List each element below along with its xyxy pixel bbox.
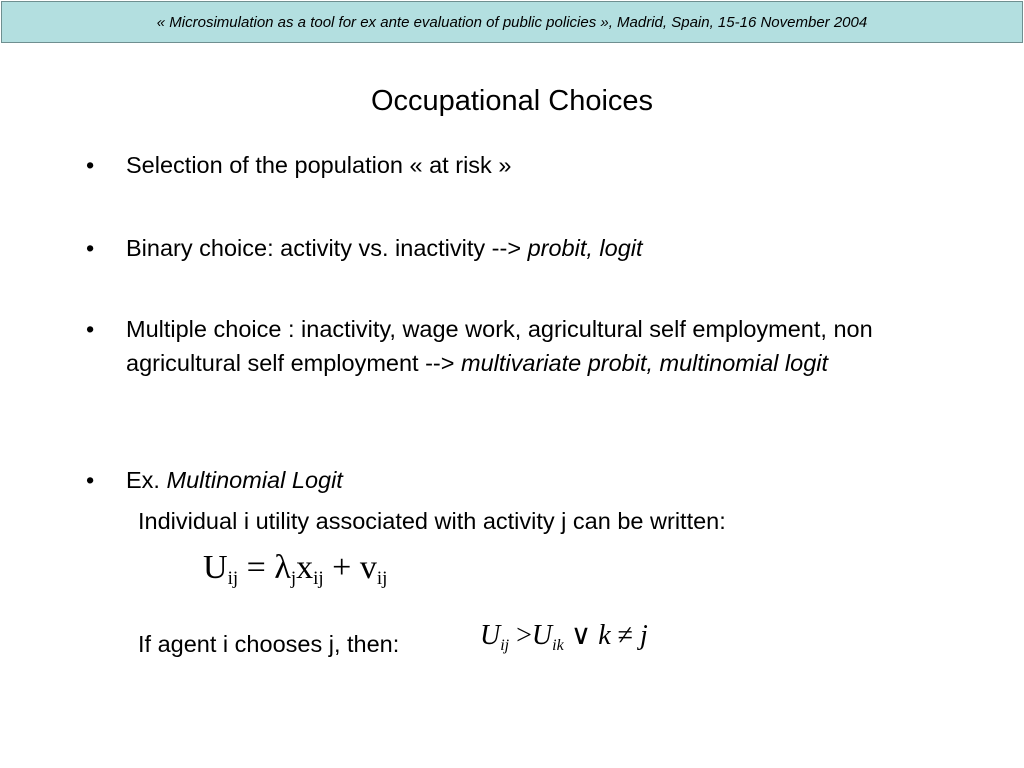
bullet-text-group xyxy=(126,463,926,497)
eq-symbol: U xyxy=(531,620,553,651)
eq-symbol: λ xyxy=(274,549,291,586)
bullet-text-group xyxy=(126,231,926,265)
eq-symbol: + xyxy=(332,549,352,586)
eq-subscript: ij xyxy=(227,568,239,589)
eq-symbol: ≠ xyxy=(617,620,634,651)
bullet-text: Multiple choice : inactivity, wage work, agricultural self employment, non agricultural self employment --> xyxy=(126,316,873,376)
eq-subscript: ij xyxy=(376,568,388,589)
eq-symbol: ∨ xyxy=(570,620,592,651)
eq-subscript: ij xyxy=(313,568,324,589)
bullet-italic-text: multivariate probit, multinomial logit xyxy=(461,350,829,376)
choice-condition-equation xyxy=(480,618,648,664)
bullet-dot: • xyxy=(86,152,95,178)
utility-equation xyxy=(203,548,387,599)
eq-symbol: = xyxy=(246,549,266,586)
eq-symbol: v xyxy=(359,549,377,586)
bullet-text: Binary choice: activity vs. inactivity --> xyxy=(126,235,522,261)
eq-subscript: j xyxy=(290,568,297,589)
conference-banner xyxy=(1,1,1023,43)
bullet-text: Selection of the population « at risk » xyxy=(126,152,512,178)
condition-text: If agent i chooses j, then: xyxy=(138,631,400,657)
eq-subscript: ik xyxy=(552,637,564,654)
bullet-text: Ex. xyxy=(126,467,160,493)
bullet-text-group xyxy=(126,312,916,380)
eq-symbol: > xyxy=(516,620,532,651)
banner-text: « Microsimulation as a tool for ex ante evaluation of public policies », Madrid, Spain, 15-16 November 2004 xyxy=(156,13,868,31)
bullet-dot: • xyxy=(86,235,95,261)
bullet-dot: • xyxy=(86,316,95,342)
bullet-italic-text: probit, logit xyxy=(527,235,643,261)
eq-symbol: U xyxy=(480,620,501,651)
slide-title: Occupational Choices xyxy=(370,85,654,117)
eq-symbol: j xyxy=(640,620,648,651)
bullet-italic-text: Multinomial Logit xyxy=(166,467,343,493)
eq-symbol: x xyxy=(296,549,314,586)
eq-subscript: ij xyxy=(500,637,510,654)
utility-description: Individual i utility associated with activity j can be written: xyxy=(138,508,726,534)
eq-symbol: k xyxy=(598,620,611,651)
eq-symbol: U xyxy=(203,549,228,586)
bullet-dot: • xyxy=(86,467,95,493)
